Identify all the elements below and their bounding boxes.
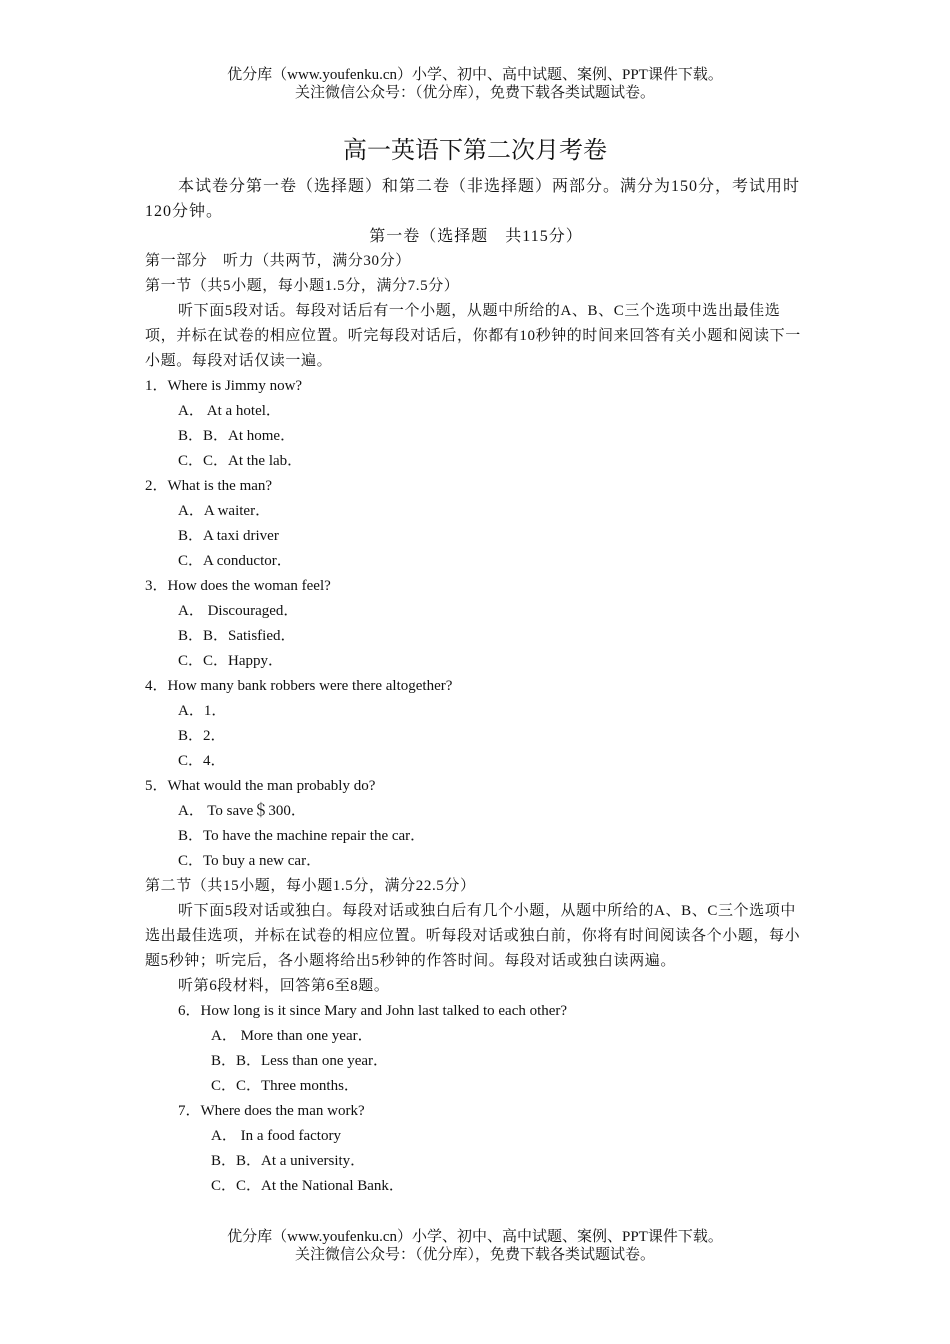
question-4: 4．How many bank robbers were there altogether?	[145, 678, 453, 694]
option-c: C．C．At the National Bank．	[211, 1178, 404, 1194]
option-b: B．B．Satisfied．	[178, 628, 296, 644]
section-one-instructions: 听下面5段对话。每段对话后有一个小题，从题中所给的A、B、C三个选项中选出最佳选项，并标在试卷的相应位置。听完每段对话后，你都有10秒钟的时间来回答有关小题和阅读下一小题。每段对话仅读一遍。	[145, 303, 801, 369]
option-c: C．A conductor．	[178, 553, 292, 569]
option-b: B．A taxi driver	[178, 528, 279, 544]
question-block	[145, 674, 807, 774]
question-6: 6．How long is it since Mary and John last talked to each other?	[178, 1003, 568, 1019]
option-c: C．To buy a new car．	[178, 853, 322, 869]
section-two-instructions: 听下面5段对话或独白。每段对话或独白后有几个小题，从题中所给的A、B、C三个选项中选出最佳选项，并标在试卷的相应位置。听每段对话或独白前，你将有时间阅读各个小题，每小题5秒钟；听完后，各小题将给出5秒钟的作答时间。每段对话或独白读两遍。	[145, 903, 801, 969]
question-block	[145, 374, 807, 474]
page-header	[0, 66, 950, 102]
option-b: B．B．Less than one year．	[211, 1053, 389, 1069]
option-a: A． To save＄300．	[178, 803, 306, 819]
option-c: C．C．Happy．	[178, 653, 284, 669]
question-block	[145, 774, 807, 874]
option-b: B．B．At a university．	[211, 1153, 366, 1169]
option-a: A． In a food factory	[211, 1128, 341, 1144]
option-a: A．A waiter．	[178, 503, 271, 519]
option-a: A． At a hotel．	[178, 403, 281, 419]
page-title: 高一英语下第二次月考卷	[343, 136, 607, 164]
section-one-heading: 第一节（共5小题，每小题1.5分，满分7.5分）	[145, 278, 460, 294]
option-b: B．B．At home．	[178, 428, 296, 444]
option-a: A． More than one year．	[211, 1028, 373, 1044]
question-5: 5．What would the man probably do?	[145, 778, 376, 794]
option-c: C．C．At the lab．	[178, 453, 303, 469]
option-c: C．C．Three months．	[211, 1078, 359, 1094]
footer-line-2: 关注微信公众号：（优分库），免费下载各类试题试卷。	[294, 1247, 655, 1263]
section-two-heading: 第二节（共15小题，每小题1.5分，满分22.5分）	[145, 878, 476, 894]
option-c: C．4．	[178, 753, 226, 769]
question-block	[145, 1099, 807, 1199]
exam-body	[145, 174, 807, 1199]
option-b: B．To have the machine repair the car．	[178, 828, 426, 844]
question-2: 2．What is the man?	[145, 478, 273, 494]
question-1: 1．Where is Jimmy now?	[145, 378, 303, 394]
question-block	[145, 999, 807, 1099]
option-a: A．1．	[178, 703, 227, 719]
option-b: B．2．	[178, 728, 226, 744]
question-7: 7．Where does the man work?	[178, 1103, 365, 1119]
question-block	[145, 474, 807, 574]
question-3: 3．How does the woman feel?	[145, 578, 331, 594]
part-one-heading: 第一部分 听力（共两节，满分30分）	[145, 253, 411, 269]
volume-one-heading: 第一卷（选择题 共115分）	[369, 228, 583, 245]
header-line-1: 优分库（www.youfenku.cn）小学、初中、高中试题、案例、PPT课件下载。	[227, 67, 723, 83]
header-line-2: 关注微信公众号：（优分库），免费下载各类试题试卷。	[294, 85, 655, 101]
page-footer	[0, 1228, 950, 1264]
option-a: A． Discouraged．	[178, 603, 299, 619]
exam-intro: 本试卷分第一卷（选择题）和第二卷（非选择题）两部分。满分为150分，考试用时120分钟。	[145, 178, 801, 220]
footer-line-1: 优分库（www.youfenku.cn）小学、初中、高中试题、案例、PPT课件下载。	[227, 1229, 723, 1245]
question-block	[145, 574, 807, 674]
material-6-instruction: 听第6段材料，回答第6至8题。	[178, 978, 390, 994]
